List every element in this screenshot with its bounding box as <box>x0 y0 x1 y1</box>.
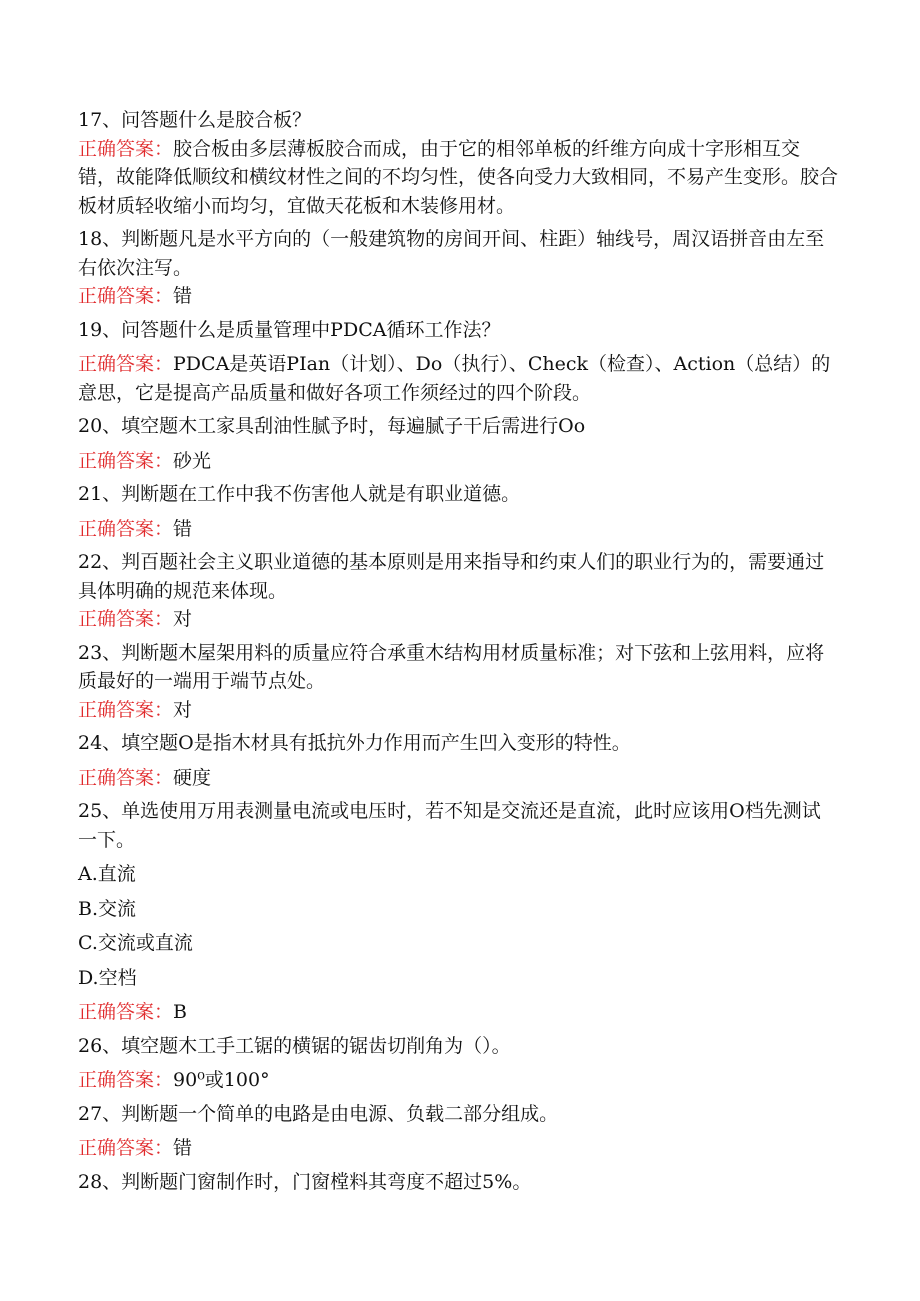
option-c: C.交流或直流 <box>78 932 193 954</box>
question-27: 27、判断题一个简单的电路是由电源、负载二部分组成。 <box>78 1102 559 1125</box>
answer-23 <box>78 696 838 725</box>
answer-18 <box>78 282 838 311</box>
answer-text: 对 <box>173 608 193 630</box>
answer-label: 正确答案： <box>78 608 174 630</box>
answer-label: 正确答案： <box>78 766 174 789</box>
answer-27 <box>78 1134 838 1163</box>
question-list <box>78 106 838 1196</box>
answer-21 <box>78 515 838 544</box>
answer-label: 正确答案： <box>78 698 174 721</box>
question-28: 28、判断题门窗制作时，门窗樘料其弯度不超过5%。 <box>78 1170 532 1193</box>
question-23: 23、判断题木屋架用料的质量应符合承重木结构用材质量标准；对下弦和上弦用料，应将质最好的一端用于端节点处。 <box>78 641 825 692</box>
answer-label: 正确答案： <box>78 137 174 160</box>
answer-25 <box>78 998 838 1027</box>
answer-text: 对 <box>173 698 193 721</box>
option-a: A.直流 <box>78 863 136 885</box>
answer-text: 砂光 <box>173 449 212 472</box>
answer-17 <box>78 135 838 221</box>
answer-text: 错 <box>173 517 193 540</box>
answer-label: 正确答案： <box>78 1001 174 1023</box>
answer-label: 正确答案： <box>78 449 174 472</box>
answer-26 <box>78 1066 838 1095</box>
answer-label: 正确答案： <box>78 353 174 375</box>
question-18: 18、判断题凡是水平方向的（一般建筑物的房间开间、柱距）轴线号，周汉语拼音由左至右依次注写。 <box>78 228 825 279</box>
answer-label: 正确答案： <box>78 285 174 307</box>
question-17: 17、问答题什么是胶合板？ <box>78 109 312 131</box>
question-22: 22、判百题社会主义职业道德的基本原则是用来指导和约束人们的职业行为的，需要通过具体明确的规范来体现。 <box>78 551 825 602</box>
answer-text: 胶合板由多层薄板胶合而成，由于它的相邻单板的纤维方向成十字形相互交错，故能降低顺纹和横纹材性之间的不均匀性，使各向受力大致相同，不易产生变形。胶合板材质轻收缩小而均匀，宜做天花板和木装修用材。 <box>78 137 839 217</box>
option-d: D.空档 <box>78 966 137 989</box>
answer-label: 正确答案： <box>78 1069 174 1091</box>
answer-22 <box>78 605 838 634</box>
answer-text: 90⁰或100° <box>173 1069 270 1091</box>
question-21: 21、判断题在工作中我不伤害他人就是有职业道德。 <box>78 483 521 505</box>
question-25: 25、单选使用万用表测量电流或电压时，若不知是交流还是直流，此时应该用O档先测试一下。 <box>78 800 821 851</box>
option-b: B.交流 <box>78 897 137 920</box>
question-19: 19、问答题什么是质量管理中PDCA循环工作法？ <box>78 318 501 341</box>
answer-text: 硬度 <box>173 766 212 789</box>
answer-label: 正确答案： <box>78 517 174 540</box>
answer-text: PDCA是英语PIan（计划）、Do（执行）、Check（检查）、Action（总结）的意思，它是提高产品质量和做好各项工作须经过的四个阶段。 <box>78 353 831 404</box>
question-20: 20、填空题木工家具刮油性腻予时，每遍腻子干后需进行Oo <box>78 415 586 437</box>
answer-label: 正确答案： <box>78 1137 174 1159</box>
answer-24 <box>78 764 838 793</box>
answer-text: 错 <box>173 285 193 307</box>
answer-20 <box>78 447 838 476</box>
question-24: 24、填空题O是指木材具有抵抗外力作用而产生凹入变形的特性。 <box>78 732 631 754</box>
answer-19 <box>78 350 838 407</box>
question-26: 26、填空题木工手工锯的横锯的锯齿切削角为（）。 <box>78 1034 511 1057</box>
answer-text: B <box>173 1001 187 1023</box>
answer-text: 错 <box>173 1137 193 1159</box>
